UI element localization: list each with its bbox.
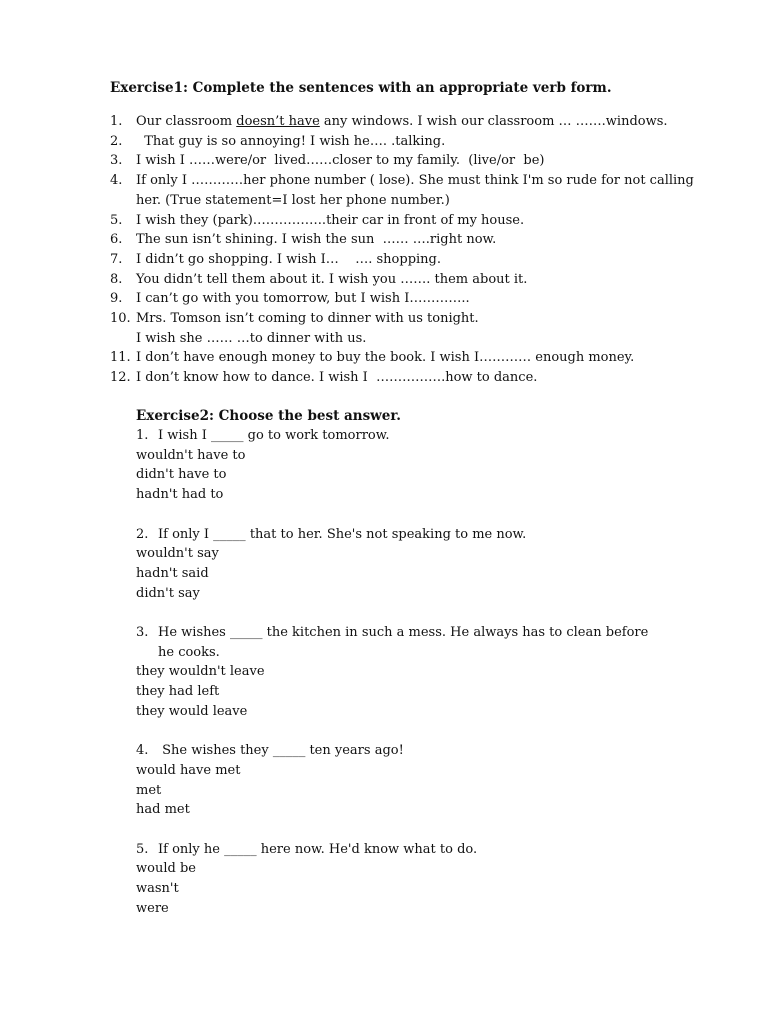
answer-option: hadn't said (136, 565, 209, 581)
item-text (136, 112, 720, 132)
item-text: Mrs. Tomson isn’t coming to dinner with us tonight. (136, 311, 479, 327)
item-number: 2. (110, 133, 123, 149)
exercise1-item-12 (110, 368, 720, 388)
item-number: 5. (110, 212, 123, 228)
answer-option: were (136, 900, 169, 916)
exercise1-item-3 (110, 151, 720, 171)
answer-option: they wouldn't leave (136, 664, 265, 680)
exercise1-list (110, 112, 720, 388)
item-text-post: any windows. I wish our classroom … …….windows. (319, 114, 668, 129)
question-2 (136, 525, 696, 604)
exercise1-item-9 (110, 289, 720, 309)
exercise2-section (136, 406, 696, 919)
exercise1-item-2 (110, 132, 720, 152)
question-text: She wishes they _____ ten years ago! (158, 743, 404, 759)
question-number: 2. (136, 526, 149, 542)
item-number: 6. (110, 232, 123, 248)
question-number: 3. (136, 625, 149, 640)
answer-option: wouldn't say (136, 546, 219, 562)
question-stem (136, 741, 696, 761)
exercise1-item-6 (110, 230, 720, 250)
item-number: 3. (110, 153, 123, 169)
item-text-pre: Our classroom (136, 114, 237, 129)
item-text: I don’t know how to dance. I wish I …………….how to dance. (136, 370, 538, 386)
item-text: I wish they (park)……………..their car in front of my house. (136, 212, 525, 228)
item-number: 1. (110, 114, 123, 129)
item-text: You didn’t tell them about it. I wish you ……. them about it. (136, 271, 528, 287)
question-stem (136, 426, 696, 446)
answer-option: met (136, 782, 162, 798)
exercise1-item-1 (110, 112, 720, 132)
question-text: If only I _____ that to her. She's not speaking to me now. (158, 526, 527, 542)
question-text: If only he _____ here now. He'd know what to do. (158, 841, 478, 857)
item-number: 9. (110, 291, 123, 307)
exercise1-item-8 (110, 270, 720, 290)
question-stem (136, 525, 696, 545)
item-number: 10. (110, 311, 131, 327)
question-text: He wishes _____ the kitchen in such a mess. He always has to clean before he cooks. (158, 625, 649, 660)
question-3 (136, 623, 696, 722)
item-number: 4. (110, 173, 123, 189)
question-stem (136, 623, 696, 662)
item-number: 11. (110, 350, 131, 366)
question-number: 4. (136, 743, 149, 759)
question-4 (136, 741, 696, 820)
question-text: I wish I _____ go to work tomorrow. (158, 428, 390, 443)
question-number: 1. (136, 428, 149, 443)
question-1 (136, 426, 696, 505)
item-number: 12. (110, 370, 131, 386)
answer-option: wouldn't have to (136, 447, 246, 463)
underlined-phrase: doesn’t have (236, 114, 320, 129)
item-text: I don’t have enough money to buy the book. I wish I………… enough money. (136, 350, 635, 366)
exercise1-item-7 (110, 250, 720, 270)
answer-option: would be (136, 861, 196, 877)
question-stem (136, 840, 696, 860)
exercise1-item-4 (110, 171, 720, 210)
item-text: I wish I ……were/or lived……closer to my family. (live/or be) (136, 153, 545, 169)
item-text: If only I …………her phone number ( lose). She must think I'm so rude for not calling her. (True statement=I lost her phone number.) (136, 173, 694, 208)
exercise1-item-11 (110, 348, 720, 368)
exercise1-title: Exercise1: Complete the sentences with an appropriate verb form. (110, 80, 612, 96)
answer-option: they would leave (136, 703, 248, 719)
item-text: I can’t go with you tomorrow, but I wish I………….. (136, 291, 470, 307)
item-number: 7. (110, 251, 123, 267)
item-number: 8. (110, 271, 123, 287)
exercise1-item-10 (110, 309, 720, 348)
answer-option: had met (136, 802, 190, 818)
question-5 (136, 840, 696, 919)
item-text: That guy is so annoying! I wish he…. .talking. (136, 133, 446, 149)
answer-option: wasn't (136, 881, 179, 897)
answer-option: would have met (136, 762, 241, 778)
question-number: 5. (136, 841, 149, 857)
answer-option: hadn't had to (136, 487, 224, 503)
item-text-line2: I wish she …… …to dinner with us. (136, 330, 367, 346)
answer-option: didn't have to (136, 467, 227, 483)
exercise1-item-5 (110, 211, 720, 231)
answer-option: they had left (136, 684, 220, 700)
exercise2-title: Exercise2: Choose the best answer. (136, 408, 401, 424)
item-text: I didn’t go shopping. I wish I… …. shopping. (136, 251, 441, 267)
answer-option: didn't say (136, 585, 200, 601)
item-text: The sun isn’t shining. I wish the sun …… ….right now. (136, 232, 497, 248)
